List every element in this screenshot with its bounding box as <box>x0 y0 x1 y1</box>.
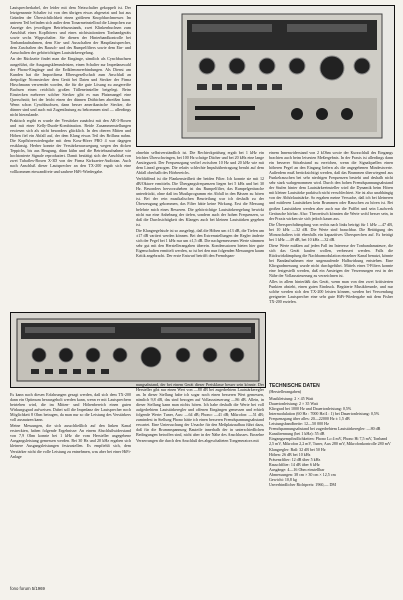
paragraph: Lautsprecherkabel, der leider mit dem Netzschalter gekoppelt ist. Der letztgenannte Schalter ist von den übrigen etwas abgesetzt und hat aus Gründen der Übersichtlichkeit einen größeren Knopfdurchmesser. Im unteren Teil befinden sich außer dem Tonarmeinstellrad die Lämpchen zur Anzeige des jeweiligen Betriebszustands, zwei Klinkenbuchsen zum Anschluß eines Kopfhörers und eines nichtstationären Tonbandgeräts sowie sechs Wippschalter. Sie dienen der Hinterbandkontrolle bei Tonbandaufnahmen, dem Ein- und Ausschalten der Hauptlautsprecher, dem Zuschalten des Rausch- und des Rumpelfilters sowie dem Ein- und Ausschalten der gehörrichtigen Lautstärkeregelung. <box>10 5 131 56</box>
page-footer: fono forum 5/1969 <box>10 586 45 591</box>
article-column-4 <box>10 392 131 580</box>
paragraph: ohnehin selbstverständlich ist. Die Rechteckprüfung ergab bei 1 kHz ein leichtes Überschwingen, bei 100 Hz schräge Dächer und bei 20 kHz eine lange Anstiegszeit. Der Frequenzgang verlief zwischen 10 Hz und 20 kHz wie mit dem Lineal gezogen. Die relativ schlechte Impulsübertragung beruht auf dem Abfall oberhalb des Hörbereichs. <box>136 150 264 176</box>
spec-line: Klangregler: Baß: 32 dB bei 50 Hz <box>269 446 326 452</box>
spec-heading: TECHNISCHE DATEN <box>269 383 320 389</box>
spec-line: Musikleistung: 2 × 45 Watt <box>269 396 314 402</box>
paragraph: Es kann nach diesen Erfahrungen gesagt werden, daß sich dem TX-200 dann ein Optimum herausgeholt werden kann, wenn er mit Lautsprechern betrieben wird, die im Mitten- und Höhenbereich einen guten Wirkungsgrad aufweisen. Dabei soll die Impedanz der Lautsprecher noch Möglichkeit 8 Ohm betragen, da man nur so die Leistung des Verstärkers voll ausnutzen kann. <box>10 392 131 423</box>
spec-line: Leistungsbandbreite: 12—50 000 Hz <box>269 421 329 427</box>
amplifier-front-panel-image <box>137 6 394 146</box>
paragraph: Alles in allem hinterläßt das Gerät, wenn man von den zwei kritisierten Punkten absieht, einen guten Eindruck. Begüterte Musikfreunde, und nur solche werden sich den TX-200 leisten können, werden bei Verwendung geeigneter Lautsprecher eine sehr gute HiFi-Wiedergabe mit dem Fisher TX-200 erzielen. <box>269 279 393 305</box>
spec-line: Ausgänge: 4—16 Ohm einstellbar <box>269 466 325 472</box>
paragraph: Die Übersprechdämpfung von rechts nach links beträgt für 1 kHz —47 dB, bei 10 kHz —32 dB. Die Werte sind brauchbar. Die Betätigung des Monoschalters tritt ebenfalls ein kapazitives Übersprechen auf. Es beträgt bei 1 kHz —49 dB, bei 10 kHz —32 dB. <box>269 221 393 242</box>
technical-data-box <box>269 383 393 580</box>
paragraph: Meine Messungen, die sich ausschließlich auf den linken Kanal erstreckten, haben folgende Ergebnisse: An einem Abschlußwiderstand von 7,9 Ohm konnte bei 1 kHz die vom Hersteller angegebene Ausgangsleistung gemessen werden. Bei 30 Hz und 20 kHz ergaben sich kleinere Ausgangsleistungen festzustellen. Es empfiehlt sich, dem Verstärker nicht die volle Leistung zu entnehmen, was aber bei einer HiFi-Anlage <box>10 423 131 459</box>
spec-line: Höhen: 26 dB bei 10 kHz <box>269 451 311 457</box>
paragraph: An der Rückseite findet man die Eingänge, sämtlich als Cynchbuchsen ausgeführt, die Ausgangsklemmleisten, einen Schalter zur Impedanzwahl der Phono-Eingänge und die Erdklemmverbindungen. Als Dienst am Kunden hat die Importfirma Elbersgesellschaft zum Anschluß an dreipolige Normstecker dem Gerät bei Daten und Stecker der Firma Hirschmann verwendet worden, die für die gute Lösung zu ausgereifte Buchsen einen reichlich großen Tülleneinsteller beigelegt. Beim Einstecken mehrerer solcher Stecker gibt es nun Platzmangel eine Querschnitt; bei der leicht einen der dünnen Drähtchen abreißen kann. Wenn schon Cynchbuchsen, dann besser amerikanische Stecker, die dünner sind und auch mit Zugentlastung zu bekommen sind — allerdings nicht hierzulande. <box>10 56 131 117</box>
spec-line: Rauschfilter: 14 dB über 6 kHz <box>269 461 320 467</box>
spec-line: Klirrgrad bei 1000 Hz und Dauertonleistung: 0,5% <box>269 406 352 412</box>
article-column-1 <box>10 5 131 308</box>
spec-line: Frequenzgang über alles: 20—22000 Hz ± 1,5 dB <box>269 416 350 422</box>
article-column-5 <box>136 382 264 580</box>
spec-line: Kanaltrennung (bei 1 kHz): 55 dB <box>269 431 325 437</box>
spec-line: Eingangsempfindlichkeiten: Phono Lo 4 mV, Phono Hi 7,5 mV, Tonband 2,5 mV, Mikrofon 2,2 mV, Tuner, Aux 280 mV, Mikrofonkontrolle 280 mV <box>269 436 391 447</box>
spec-line: Abmessungen: 38 cm × 30 cm × 12,5 cm <box>269 471 336 477</box>
paragraph: Praktisch ergibt es wurde der Verstärker zunächst mit den AR-3-Boxen und mit einer Kelly-Duode-Kombination. Beide Zusammenstellungen erwiesen sich als nicht besonders glücklich. In den oberen Mitten und Höhen fiel ein Abfall auf, der dem Klang etwas Teil des Brillanz nahm. Die Kopfhörerwiedergabe mit dem Koss-Hörer PRO 4 war dagegen erstklassig. Herber konnte der Verstärkerauswegung wegen des dicken Teppichs, bis aus Beugung, dünn kühn und die Betriebsaufnahme wie hochtonierte Signale reproduziert. Damit bestätigt sich der Anschluß von zwei Tubaflex-Boxen X-3D von der Firma Kirksaeter-Audiotan. Auch nach Anschluß dieser Lautsprecher an den TX-200 ergab sich eine vollkommen einwandfreie und saubere HiFi-Wiedergabe. <box>10 118 131 174</box>
paragraph: Die Klangregelstufe ist so ausgelegt, daß die Höhen um ±13 dB, die Tiefen um ±17 dB variiert werden können. Bei den Extremstellungen der Regler änderte sich der Pegel bei 1 kHz nur um ±1,5 dB. Die nachgemessenen Werte stimmen sehr gut mit den Herstellerangaben überein. Kondensatoren bieten hier gute Eigenschaften ermittelt werden, so ist bei den nun folgenden Messungen kaum Kritik angebracht. Der erste Entwurf betrifft den Fremdspan- <box>136 227 264 258</box>
paragraph: einem Innenwiderstand von 2 kOhm sowie der Kurzschluß des Eingangs brachten auch beim leisesten Meßergebnis. In der Praxis ist allerdings dann ein besserer Störabstand zu erreichen, wenn die Signalquellen einen höheren Pegel an den Eingang liefern als die angegebenen Mindestwerte. Außerdem muß berücksichtigt werden, daß das Brummen überwiegend aus Funkelrauschen bei sehr niedrigen Frequenzen besteht und deshalb nicht sehr stark wahrgenommen wird. Durch den hohen Fremdspannungsabstand der Stufen hinter dem Lautstärkeeinsteller wird die Dynamik beim Hören mit kleiner Lautstärke praktisch nicht verschlechtert. Sie ist also unabhängig von der Abhörlautstärke. So ergaben meine Versuche, daß ich bei kleineren und mittleren Lautstärken kein Brummen oder Rauschen zu hören ist. Bei großen Lautstärken werden aber auch nur die Pufflet und sein Laufwerk Geräusche hörbar. Also: Theoretisch könnten die Werte wohl besser sein, in der Praxis wirken sie sich jedoch kaum aus. <box>269 150 393 221</box>
spec-line: Präsenzfilter: 12 dB über 5 kHz <box>269 456 321 462</box>
spec-line: Intermodulation (60 Hz : 7000 Hz/4 : 1) bei Dauertonleistung: 0,5% <box>269 411 380 417</box>
article-column-3 <box>269 150 393 382</box>
spec-line: Dauertonleistung: 2 × 35 Watt <box>269 401 318 407</box>
amplifier-photo-bottom <box>10 312 266 388</box>
amplifier-full-view-image <box>11 313 265 387</box>
spec-line: Gewicht: 10,8 kg <box>269 476 297 482</box>
paragraph: nungsabstand, der bei einem Gerät dieser Preisklasse besser sein könnte. Der Hersteller gibt nur einen Wert von —80 dB bei zugedrehtem Lautstärkeregler an. In dieser Stellung habe ich sogar noch einen besseren Wert gemessen, nämlich 9,8 dB, das sind bezogen auf Vollaussteuerung —86 dB. Allein, in dieser Stellung kann man nichts hören. Ich habe deshalb die Werte bei voll aufgedrehtem Lautstärkeregler und offenen Eingängen gemessen und erhielt folgende Werte: Tuner, Aux: —64 dB; Phono: —41 dB; Mikrofon: —51 dB; zumindest in Stellung Phono hätte ich einen besseren Fremdspannungsabstand erwartet. Eine Untersuchung der Ursache für den Meßplatzaufbau führt dazu, daß für die Brummspannung Bauteile innerhalb der in unterschiedlichen Bedingungen betroffen sind, nicht aber in der Nähe des Anschlusses. Einzelne Verzerrungen die durch den Anschluß des abgeschalteten Tongenerators mit <box>136 382 264 443</box>
amplifier-photo-top <box>136 5 395 147</box>
paragraph: Diese Werte müßten auf jeden Fall im Interesse der Tonbandamateure, die sich das Gerät kaufen wollen, verbessert werden. Falls die Rückwirkdämpfung die Nachbarmodulation einzelner Kanal benutzt, könnte bei Bandaufnahmen eine ungenaufende Halbwirkung entstehen. Eine Klirrgradmessung wurde nicht durchgeführt. Mittels eines T-Filters konnte eine festgestellt werden, daß ein Ansteigen der Verzerrungen erst in der Nähe der Vollaussteuerung zu verzeichnen ist. <box>269 242 393 279</box>
spec-line: Fremdspannungsabstand bei zugedrehtem Lautstärkeregler: —80 dB <box>269 426 381 432</box>
spec-subheading: (Herstellerangaben) <box>269 389 302 394</box>
paragraph: Verblüffend ist die Flankensteilheit der beiden Filter. Ich konnte sie mit 12 dB/Oktave ermitteln. Die Übergangsfrequenzen liegen bei 5 kHz und bei 30 Hz. Besonders hervorzuheben ist das Rumpelfilter, das Rumpelgeräusche unterdrückt, ohne daß im Musikprogramm ein Abfall in den Bässen zu hören ist. Bei der rein musikalischen Beurteilung war ich deshalb zu der Überzeugung gekommen, das Filter hätte keine Wirkung. Erst die Messung belehrte mich eines Besseren. Die gehörrichtige Lautstärkeregelung bewirkt nicht nur eine Anhebung der tiefen, sondern auch der hohen Frequenzen, so daß die Durchsichtigkeit des Klanges auch bei kleinen Lautstärken gegeben ist. <box>136 176 264 227</box>
spec-line: Unverbindlicher Richtpreis: 1960,— DM <box>269 481 336 487</box>
